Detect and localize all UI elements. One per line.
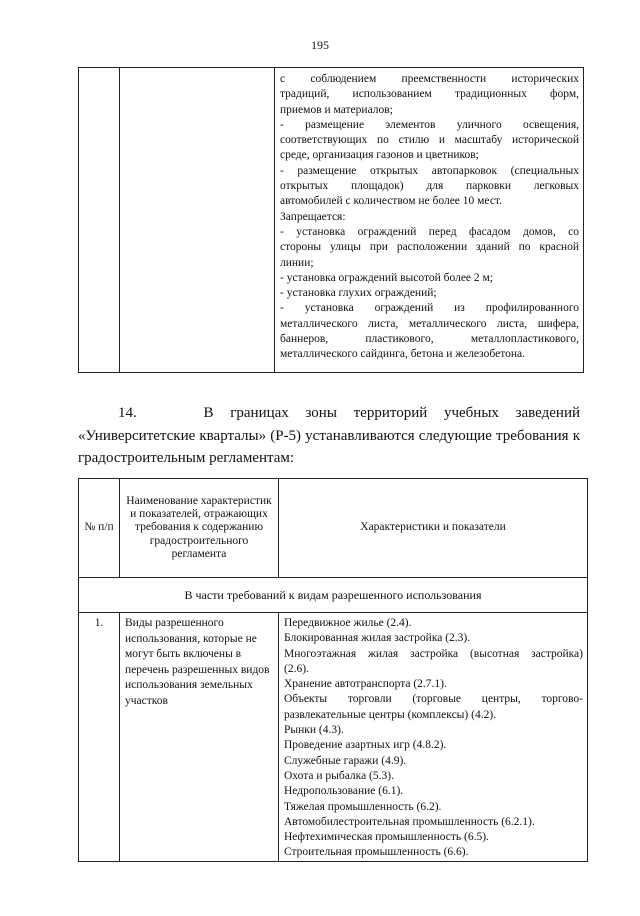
cell-requirements [275, 68, 584, 373]
requirement-line: - установка ограждений высотой более 2 м; [280, 271, 493, 284]
table-header-row [79, 479, 588, 578]
table-row [79, 613, 588, 862]
cell-number [79, 68, 120, 373]
header-values-label: Характеристики и показатели [360, 521, 506, 534]
value-line: Служебные гаражи (4.9). [284, 754, 407, 767]
table-row [79, 68, 584, 373]
requirement-line: традиций, использованием традиционных форм, [280, 88, 579, 101]
requirements-table [78, 478, 588, 862]
value-line: (2.6). [284, 662, 309, 675]
value-line: развлекательные центры (комплексы) (4.2). [284, 708, 497, 721]
requirement-line: Запрещается: [280, 210, 346, 223]
value-line: Хранение автотранспорта (2.7.1). [284, 678, 447, 691]
requirement-line: автомобилей с количеством не более 10 мест. [280, 195, 502, 208]
requirement-line: баннеров, пластикового, металлопластикового, [280, 333, 579, 346]
value-line: Автомобилестроительная промышленность (6.2.1). [284, 815, 535, 828]
header-name-label: Наименование характеристик и показателей, отражающих требования к содержанию градостроительного регламента [126, 494, 272, 560]
requirement-line: - установка ограждений перед фасадом домов, со [280, 225, 579, 238]
value-line: Тяжелая промышленность (6.2). [284, 800, 442, 813]
header-number [79, 479, 120, 578]
section-title: В части требований к видам разрешенного использования [79, 578, 588, 613]
requirement-line: - размещение открытых автопарковок (специальных [280, 164, 579, 177]
requirement-line: с соблюдением преемственности исторических [280, 73, 579, 85]
value-line: Блокированная жилая застройка (2.3). [284, 632, 471, 645]
paragraph-number: 14. [118, 405, 137, 421]
value-line: Недропользование (6.1). [284, 785, 404, 798]
value-line: Объекты торговли (торговые центры, торгово- [284, 693, 583, 706]
row-values [279, 613, 588, 862]
requirement-line: открытых площадок) для парковки легковых [280, 180, 579, 193]
row-number: 1. [79, 613, 120, 862]
cell-name [120, 68, 275, 373]
requirement-line: металлического листа, металлического листа, шифера, [280, 317, 579, 330]
requirement-line: приемов и материалов; [280, 103, 393, 116]
value-line: Рынки (4.3). [284, 724, 344, 737]
section-row [79, 578, 588, 613]
header-name [120, 479, 279, 578]
requirement-line: стороны улицы при расположении зданий по красной [280, 241, 579, 254]
row-name: Виды разрешенного использования, которые не могут быть включены в перечень разрешенных видов использования земельных участков [120, 613, 279, 862]
paragraph-text: В границах зоны территорий учебных заведений «Университетские кварталы» (Р-5) устанавливаются следующие требования к градостроительным регламентам: [78, 405, 581, 466]
requirement-line: - установка ограждений из профилированного [280, 302, 579, 315]
page-number: 195 [311, 38, 329, 52]
header-number-label: № п/п [84, 521, 114, 534]
header-values [279, 479, 588, 578]
continuation-table [78, 67, 584, 373]
value-line: Строительная промышленность (6.6). [284, 846, 469, 859]
requirement-line: линии; [280, 256, 314, 269]
requirements-text [275, 68, 583, 363]
value-line: Проведение азартных игр (4.8.2). [284, 739, 447, 752]
requirement-line: среде, организация газонов и цветников; [280, 149, 479, 162]
value-line: Нефтехимическая промышленность (6.5). [284, 831, 489, 844]
value-line: Охота и рыбалка (5.3). [284, 769, 394, 782]
requirement-line: - размещение элементов уличного освещения, [280, 118, 579, 131]
value-line: Передвижное жилье (2.4). [284, 617, 412, 629]
value-line: Многоэтажная жилая застройка (высотная застройка) [284, 647, 583, 660]
requirement-line: - установка глухих ограждений; [280, 287, 437, 300]
section-paragraph [78, 402, 580, 470]
requirement-line: соответствующих по стилю и масштабу исторической [280, 134, 579, 147]
requirement-line: металлического сайдинга, бетона и железобетона. [280, 348, 525, 361]
